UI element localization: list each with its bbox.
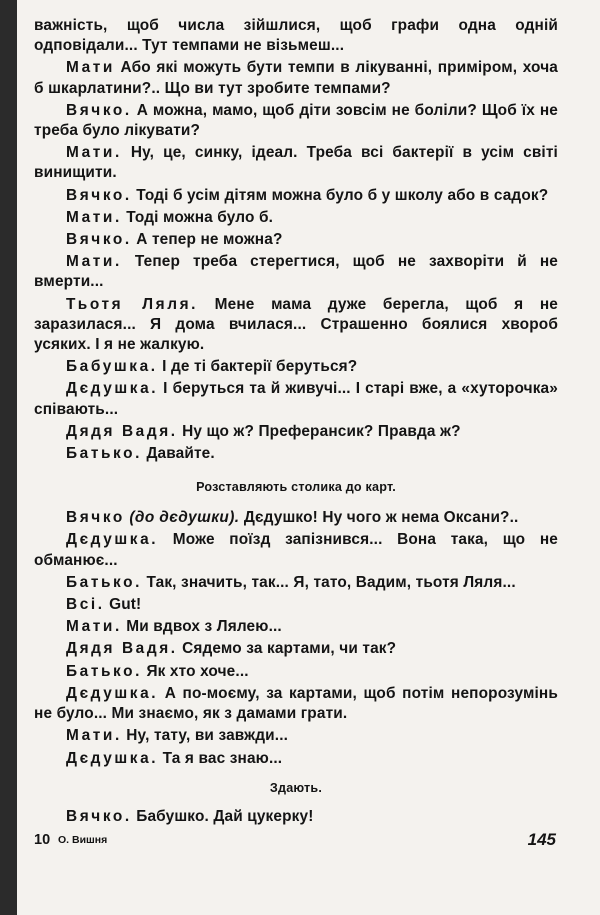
dialogue-line: І де ті бактерії беруться? bbox=[162, 358, 358, 376]
dialogue-paragraph bbox=[34, 101, 558, 141]
signature-number: 10 bbox=[34, 832, 51, 848]
dialogue-line: Може поїзд запізнився... Вона така, що не обманює... bbox=[34, 531, 558, 569]
speaker-name: Дєдушка. bbox=[66, 531, 159, 549]
speaker-name: Вячко bbox=[66, 509, 125, 527]
dialogue-paragraph bbox=[34, 379, 558, 419]
speaker-name: Дєдушка. bbox=[66, 684, 159, 702]
dialogue-paragraph bbox=[34, 230, 558, 250]
dialogue-block-3 bbox=[34, 807, 558, 827]
page-number: 145 bbox=[527, 830, 556, 849]
dialogue-line: Тепер треба стерегтися, щоб не захворіти й не вмерти... bbox=[34, 253, 558, 291]
dialogue-line: А можна, мамо, щоб діти зовсім не боліли? Щоб їх не треба було лікувати? bbox=[34, 101, 558, 140]
dialogue-paragraph bbox=[34, 252, 558, 292]
dialogue-line: І беруться та й живучі... І старі вже, а «хуторочка» співають... bbox=[34, 380, 558, 418]
speaker-name: Мати. bbox=[66, 208, 122, 226]
dialogue-paragraph bbox=[34, 208, 558, 228]
speaker-name: Дєдушка. bbox=[66, 380, 159, 398]
speaker-name: Вячко. bbox=[66, 186, 132, 204]
dialogue-line: Бабушко. Дай цукерку! bbox=[136, 807, 314, 825]
speaker-name: Батько. bbox=[66, 573, 142, 591]
stage-remark: (до дєдушки). bbox=[129, 509, 240, 527]
speaker-name: Дядя Вадя. bbox=[66, 640, 178, 658]
dialogue-paragraph bbox=[34, 595, 558, 615]
signature-author: О. Вишня bbox=[58, 834, 108, 846]
speaker-name: Вячко. bbox=[66, 231, 132, 249]
dialogue-line: Ну, тату, ви завжди... bbox=[126, 727, 289, 745]
dialogue-line: Дєдушко! Ну чого ж нема Оксани?.. bbox=[243, 509, 519, 527]
speaker-name: Бабушка. bbox=[66, 358, 158, 376]
dialogue-line: Сядемо за картами, чи так? bbox=[182, 640, 397, 658]
dialogue-paragraph bbox=[34, 662, 558, 682]
dialogue-paragraph bbox=[34, 684, 558, 724]
dialogue-paragraph bbox=[34, 143, 558, 183]
dialogue-paragraph bbox=[34, 295, 558, 356]
stage-direction: Розставляють столика до карт. bbox=[196, 480, 396, 495]
dialogue-line: Так, значить, так... Я, тато, Вадим, тьотя Ляля... bbox=[146, 573, 516, 591]
speaker-name: Батько. bbox=[66, 662, 142, 680]
speaker-name: Мати. bbox=[66, 618, 122, 636]
speaker-name: Батько. bbox=[66, 445, 142, 463]
dialogue-paragraph bbox=[34, 16, 558, 56]
speaker-name: Мати. bbox=[66, 253, 122, 271]
speaker-name: Мати. bbox=[66, 727, 122, 745]
dialogue-line: Ну, це, синку, ідеал. Треба всі бактерії в усім світі винищити. bbox=[34, 144, 558, 182]
dialogue-paragraph bbox=[34, 617, 558, 637]
dialogue-paragraph bbox=[34, 357, 558, 377]
dialogue-line: А тепер не можна? bbox=[136, 231, 283, 249]
speaker-name: Всі. bbox=[66, 596, 105, 614]
dialogue-line: важність, щоб числа зійшлися, щоб графи одна одній одповідали... Тут темпами не візьмеш... bbox=[34, 17, 558, 55]
dialogue-line: Тоді можна було б. bbox=[126, 208, 274, 226]
dialogue-paragraph bbox=[34, 186, 558, 206]
dialogue-block-1 bbox=[34, 16, 558, 464]
dialogue-paragraph bbox=[34, 726, 558, 746]
stage-direction: Здають. bbox=[269, 780, 323, 795]
dialogue-line: Або які можуть бути темпи в лікуванні, приміром, хоча б шкарлатини?.. Що ви тут зробите темпами? bbox=[34, 59, 558, 97]
speaker-name: Вячко. bbox=[66, 807, 132, 825]
dialogue-paragraph bbox=[34, 444, 558, 464]
dialogue-line: Як хто хоче... bbox=[146, 662, 249, 680]
dialogue-paragraph bbox=[34, 508, 558, 528]
dialogue-line: Ну що ж? Преферансик? Правда ж? bbox=[182, 422, 461, 440]
dialogue-line: А по-моєму, за картами, щоб потім непорозумінь не було... Ми знаємо, як з дамами грати. bbox=[34, 684, 558, 723]
dialogue-paragraph bbox=[34, 807, 558, 827]
dialogue-block-2 bbox=[34, 508, 558, 768]
dialogue-paragraph bbox=[34, 573, 558, 593]
dialogue-paragraph bbox=[34, 639, 558, 659]
dialogue-line: Тоді б усім дітям можна було б у школу або в садок? bbox=[136, 186, 549, 204]
dialogue-line: Та я вас знаю... bbox=[162, 749, 283, 767]
dialogue-line: Gut! bbox=[109, 596, 142, 614]
speaker-name: Дєдушка. bbox=[66, 749, 159, 767]
dialogue-paragraph bbox=[34, 530, 558, 570]
scan-edge-shadow bbox=[0, 0, 17, 915]
dialogue-paragraph bbox=[34, 749, 558, 769]
dialogue-line: Ми вдвох з Лялею... bbox=[126, 618, 282, 636]
dialogue-line: Давайте. bbox=[146, 445, 215, 463]
dialogue-paragraph bbox=[34, 422, 558, 442]
page-footer bbox=[34, 832, 558, 856]
speaker-name: Мати. bbox=[66, 144, 122, 162]
speaker-name: Мати bbox=[66, 59, 115, 77]
speaker-name: Вячко. bbox=[66, 101, 132, 119]
page-text bbox=[34, 16, 558, 829]
speaker-name: Тьотя Ляля. bbox=[66, 295, 199, 313]
dialogue-paragraph bbox=[34, 58, 558, 98]
dialogue-line: Мене мама дуже берегла, щоб я не заразилася... Я дома вчилася... Страшенно боялися хвороб усяких. І я не жалкую. bbox=[34, 295, 558, 354]
speaker-name: Дядя Вадя. bbox=[66, 422, 178, 440]
